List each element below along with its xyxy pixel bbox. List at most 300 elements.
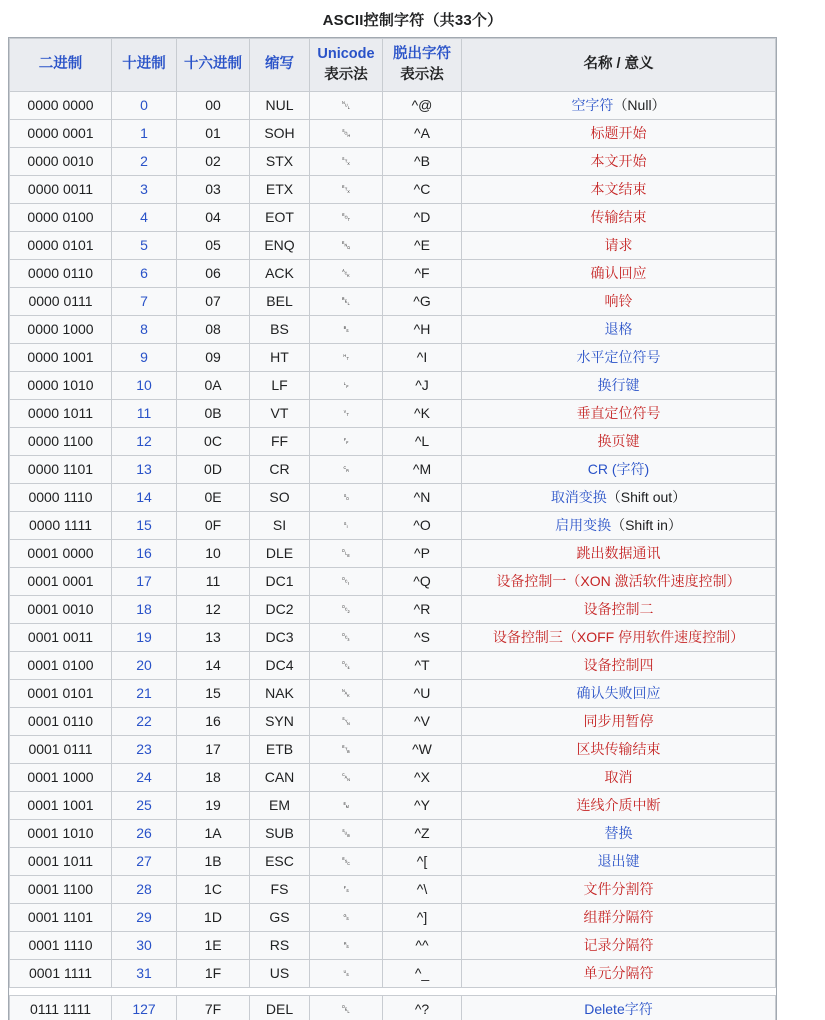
unicode-symbol-cell: ␔ — [310, 652, 383, 680]
name-cell — [462, 344, 776, 372]
decimal-cell — [112, 232, 177, 260]
table-row — [10, 708, 776, 736]
escape-notation-cell: ^@ — [383, 92, 462, 120]
name-suffix: （Null） — [613, 97, 666, 114]
binary-cell: 0000 1000 — [10, 316, 112, 344]
table-row — [10, 764, 776, 792]
table-row — [10, 204, 776, 232]
decimal-cell — [112, 708, 177, 736]
hex-cell: 0D — [177, 456, 250, 484]
abbr-cell: DC3 — [250, 624, 310, 652]
unicode-symbol-cell: ␡ — [310, 996, 383, 1020]
escape-notation-cell: ^] — [383, 904, 462, 932]
table-row — [10, 512, 776, 540]
hex-cell: 0C — [177, 428, 250, 456]
name-link[interactable]: 组群分隔符 — [583, 909, 654, 926]
binary-cell: 0001 1001 — [10, 792, 112, 820]
decimal-cell — [112, 260, 177, 288]
name-cell — [462, 624, 776, 652]
binary-cell: 0000 0111 — [10, 288, 112, 316]
name-cell — [462, 820, 776, 848]
name-link[interactable]: 取消变换 — [550, 489, 607, 506]
decimal-cell — [112, 932, 177, 960]
decimal-link[interactable]: 2 — [140, 153, 148, 170]
decimal-link[interactable]: 21 — [136, 685, 152, 702]
name-cell — [462, 932, 776, 960]
name-cell — [462, 92, 776, 120]
decimal-cell — [112, 428, 177, 456]
name-cell — [462, 568, 776, 596]
table-row — [10, 288, 776, 316]
unicode-symbol-cell: ␚ — [310, 820, 383, 848]
binary-cell: 0001 0111 — [10, 736, 112, 764]
name-cell — [462, 372, 776, 400]
decimal-link[interactable]: 27 — [136, 853, 152, 870]
decimal-cell — [112, 92, 177, 120]
decimal-cell — [112, 512, 177, 540]
decimal-link[interactable]: 9 — [140, 349, 148, 366]
section-gap — [10, 988, 776, 996]
table-row — [10, 484, 776, 512]
hex-cell: 0B — [177, 400, 250, 428]
name-link[interactable]: 区块传输结束 — [576, 741, 661, 758]
hex-cell: 05 — [177, 232, 250, 260]
escape-notation-cell: ^T — [383, 652, 462, 680]
table-row — [10, 996, 776, 1020]
name-link[interactable]: 空字符 — [571, 97, 614, 114]
name-link[interactable]: 换行键 — [597, 377, 640, 394]
decimal-link[interactable]: 12 — [136, 433, 152, 450]
binary-cell: 0000 1100 — [10, 428, 112, 456]
unicode-symbol-cell: ␜ — [310, 876, 383, 904]
decimal-cell — [112, 848, 177, 876]
unicode-symbol-cell: ␟ — [310, 960, 383, 988]
binary-cell: 0000 1101 — [10, 456, 112, 484]
name-cell — [462, 176, 776, 204]
header-row — [10, 39, 776, 92]
abbr-cell: BEL — [250, 288, 310, 316]
header-escape — [383, 39, 462, 92]
name-link[interactable]: 设备控制三（XOFF 停用软件速度控制） — [492, 629, 745, 646]
hex-cell: 06 — [177, 260, 250, 288]
decimal-link[interactable]: 7 — [140, 293, 148, 310]
escape-notation-cell: ^E — [383, 232, 462, 260]
escape-header-link[interactable]: 脱出字符 — [393, 45, 451, 62]
decimal-link[interactable]: 31 — [136, 965, 152, 982]
decimal-cell — [112, 204, 177, 232]
decimal-cell — [112, 568, 177, 596]
unicode-symbol-cell: ␂ — [310, 148, 383, 176]
unicode-symbol-cell: ␃ — [310, 176, 383, 204]
escape-notation-cell: ^Z — [383, 820, 462, 848]
decimal-cell — [112, 996, 177, 1020]
decimal-link[interactable]: 25 — [136, 797, 152, 814]
decimal-link[interactable]: 24 — [136, 769, 152, 786]
unicode-symbol-cell: ␉ — [310, 344, 383, 372]
name-suffix: （Shift in） — [611, 517, 682, 534]
binary-cell: 0001 1100 — [10, 876, 112, 904]
name-link[interactable]: 水平定位符号 — [576, 349, 661, 366]
decimal-cell — [112, 456, 177, 484]
name-cell — [462, 848, 776, 876]
decimal-link[interactable]: 23 — [136, 741, 152, 758]
name-cell — [462, 596, 776, 624]
decimal-link[interactable]: 14 — [136, 489, 152, 506]
name-cell — [462, 764, 776, 792]
binary-cell: 0000 0001 — [10, 120, 112, 148]
hex-cell: 08 — [177, 316, 250, 344]
name-link[interactable]: 本文开始 — [590, 153, 647, 170]
table-row — [10, 316, 776, 344]
unicode-symbol-cell: ␞ — [310, 932, 383, 960]
name-link[interactable]: CR (字符) — [587, 461, 650, 478]
unicode-symbol-cell: ␐ — [310, 540, 383, 568]
binary-cell: 0001 0110 — [10, 708, 112, 736]
decimal-link[interactable]: 13 — [136, 461, 152, 478]
hex-cell: 0E — [177, 484, 250, 512]
decimal-link[interactable]: 10 — [136, 377, 152, 394]
unicode-header-link[interactable]: Unicode — [317, 45, 375, 62]
hex-cell: 13 — [177, 624, 250, 652]
unicode-symbol-cell: ␆ — [310, 260, 383, 288]
table-row — [10, 932, 776, 960]
name-cell — [462, 316, 776, 344]
abbr-cell: EOT — [250, 204, 310, 232]
decimal-link[interactable]: 3 — [140, 181, 148, 198]
name-cell — [462, 652, 776, 680]
binary-cell: 0000 0010 — [10, 148, 112, 176]
decimal-cell — [112, 736, 177, 764]
decimal-cell — [112, 148, 177, 176]
name-link[interactable]: 单元分隔符 — [583, 965, 654, 982]
name-cell — [462, 904, 776, 932]
binary-cell: 0001 1011 — [10, 848, 112, 876]
decimal-cell — [112, 540, 177, 568]
decimal-link[interactable]: 5 — [140, 237, 148, 254]
decimal-link[interactable]: 0 — [140, 97, 148, 114]
binary-cell: 0000 1010 — [10, 372, 112, 400]
abbr-cell: CAN — [250, 764, 310, 792]
binary-cell: 0001 0001 — [10, 568, 112, 596]
decimal-cell — [112, 820, 177, 848]
name-link[interactable]: 同步用暂停 — [583, 713, 654, 730]
table-body — [10, 92, 776, 1020]
abbr-cell: FF — [250, 428, 310, 456]
name-cell — [462, 400, 776, 428]
binary-cell: 0001 1111 — [10, 960, 112, 988]
binary-cell: 0000 0000 — [10, 92, 112, 120]
name-link[interactable]: 本文结束 — [590, 181, 647, 198]
name-cell — [462, 960, 776, 988]
binary-cell: 0000 1011 — [10, 400, 112, 428]
escape-notation-cell: ^Y — [383, 792, 462, 820]
abbr-cell: SUB — [250, 820, 310, 848]
unicode-symbol-cell: ␎ — [310, 484, 383, 512]
hex-cell: 01 — [177, 120, 250, 148]
name-cell — [462, 148, 776, 176]
hex-cell: 1F — [177, 960, 250, 988]
hex-cell: 1D — [177, 904, 250, 932]
abbr-cell: ETB — [250, 736, 310, 764]
table-row — [10, 596, 776, 624]
abbr-cell: STX — [250, 148, 310, 176]
unicode-symbol-cell: ␇ — [310, 288, 383, 316]
decimal-cell — [112, 176, 177, 204]
binary-cell: 0001 1110 — [10, 932, 112, 960]
abbr-cell: RS — [250, 932, 310, 960]
name-cell — [462, 288, 776, 316]
name-cell — [462, 736, 776, 764]
name-link[interactable]: Delete字符 — [584, 1001, 653, 1018]
table-row — [10, 176, 776, 204]
binary-cell: 0000 0011 — [10, 176, 112, 204]
decimal-link[interactable]: 4 — [140, 209, 148, 226]
binary-cell: 0000 0100 — [10, 204, 112, 232]
escape-notation-cell: ^C — [383, 176, 462, 204]
decimal-cell — [112, 288, 177, 316]
name-link[interactable]: 响铃 — [604, 293, 633, 310]
name-link[interactable]: 标题开始 — [590, 125, 647, 142]
header-hex — [177, 39, 250, 92]
abbr-cell: HT — [250, 344, 310, 372]
abbr-cell: GS — [250, 904, 310, 932]
hex-header-link[interactable]: 十六进制 — [184, 56, 242, 73]
table-row — [10, 848, 776, 876]
table-row — [10, 652, 776, 680]
name-cell — [462, 484, 776, 512]
abbr-cell: DC1 — [250, 568, 310, 596]
binary-cell: 0000 1001 — [10, 344, 112, 372]
name-link[interactable]: 记录分隔符 — [583, 937, 654, 954]
hex-cell: 1E — [177, 932, 250, 960]
table-row — [10, 400, 776, 428]
table-row — [10, 372, 776, 400]
unicode-symbol-cell: ␏ — [310, 512, 383, 540]
name-link[interactable]: 设备控制四 — [583, 657, 654, 674]
name-link[interactable]: 连线介质中断 — [576, 797, 661, 814]
name-link[interactable]: 换页键 — [597, 433, 640, 450]
unicode-symbol-cell: ␈ — [310, 316, 383, 344]
abbr-cell: FS — [250, 876, 310, 904]
escape-notation-cell: ^F — [383, 260, 462, 288]
abbr-cell: US — [250, 960, 310, 988]
unicode-symbol-cell: ␝ — [310, 904, 383, 932]
header-name-meaning: 名称 / 意义 — [462, 39, 776, 92]
table-header — [10, 39, 776, 92]
decimal-link[interactable]: 16 — [136, 545, 152, 562]
table-row — [10, 904, 776, 932]
decimal-cell — [112, 680, 177, 708]
table-row — [10, 120, 776, 148]
decimal-link[interactable]: 20 — [136, 657, 152, 674]
decimal-link[interactable]: 1 — [140, 125, 148, 142]
binary-header-link[interactable]: 二进制 — [38, 56, 83, 73]
escape-notation-cell: ^L — [383, 428, 462, 456]
abbr-cell: SI — [250, 512, 310, 540]
name-link[interactable]: 请求 — [604, 237, 633, 254]
escape-notation-cell: ^P — [383, 540, 462, 568]
unicode-symbol-cell: ␘ — [310, 764, 383, 792]
hex-cell: 11 — [177, 568, 250, 596]
unicode-symbol-cell: ␄ — [310, 204, 383, 232]
name-cell — [462, 680, 776, 708]
abbr-cell: BS — [250, 316, 310, 344]
name-link[interactable]: 设备控制一（XON 激活软件速度控制） — [496, 573, 741, 590]
name-cell — [462, 512, 776, 540]
hex-cell: 10 — [177, 540, 250, 568]
escape-header-sub: 表示法 — [400, 67, 444, 83]
decimal-link[interactable]: 15 — [136, 517, 152, 534]
decimal-link[interactable]: 22 — [136, 713, 152, 730]
table-row — [10, 540, 776, 568]
escape-notation-cell: ^D — [383, 204, 462, 232]
abbr-cell: VT — [250, 400, 310, 428]
escape-notation-cell: ^Q — [383, 568, 462, 596]
escape-notation-cell: ^^ — [383, 932, 462, 960]
name-link[interactable]: 传输结束 — [590, 209, 647, 226]
header-unicode — [310, 39, 383, 92]
ascii-control-chars-table — [9, 38, 776, 1020]
decimal-cell — [112, 316, 177, 344]
table-row — [10, 456, 776, 484]
name-link[interactable]: 取消 — [604, 769, 633, 786]
escape-notation-cell: ^? — [383, 996, 462, 1020]
abbr-cell: EM — [250, 792, 310, 820]
binary-cell: 0000 0110 — [10, 260, 112, 288]
unicode-symbol-cell: ␍ — [310, 456, 383, 484]
escape-notation-cell: ^V — [383, 708, 462, 736]
decimal-link[interactable]: 29 — [136, 909, 152, 926]
abbr-cell: NUL — [250, 92, 310, 120]
name-link[interactable]: 文件分割符 — [583, 881, 654, 898]
escape-notation-cell: ^B — [383, 148, 462, 176]
decimal-cell — [112, 764, 177, 792]
escape-notation-cell: ^H — [383, 316, 462, 344]
unicode-symbol-cell: ␓ — [310, 624, 383, 652]
decimal-link[interactable]: 127 — [132, 1001, 156, 1018]
table-row — [10, 680, 776, 708]
escape-notation-cell: ^X — [383, 764, 462, 792]
escape-notation-cell: ^N — [383, 484, 462, 512]
name-cell — [462, 456, 776, 484]
unicode-symbol-cell: ␌ — [310, 428, 383, 456]
decimal-link[interactable]: 26 — [136, 825, 152, 842]
table-row — [10, 232, 776, 260]
name-link[interactable]: 启用变换 — [555, 517, 612, 534]
hex-cell: 0A — [177, 372, 250, 400]
binary-cell: 0001 0011 — [10, 624, 112, 652]
unicode-symbol-cell: ␙ — [310, 792, 383, 820]
escape-notation-cell: ^R — [383, 596, 462, 624]
unicode-symbol-cell: ␒ — [310, 596, 383, 624]
name-cell — [462, 708, 776, 736]
header-decimal — [112, 39, 177, 92]
unicode-symbol-cell: ␛ — [310, 848, 383, 876]
binary-cell: 0001 1000 — [10, 764, 112, 792]
binary-cell: 0001 0101 — [10, 680, 112, 708]
decimal-cell — [112, 960, 177, 988]
hex-cell: 04 — [177, 204, 250, 232]
decimal-cell — [112, 344, 177, 372]
decimal-link[interactable]: 19 — [136, 629, 152, 646]
header-binary — [10, 39, 112, 92]
unicode-header-sub: 表示法 — [324, 67, 368, 83]
escape-notation-cell: ^I — [383, 344, 462, 372]
decimal-cell — [112, 792, 177, 820]
name-link[interactable]: 跳出数据通讯 — [576, 545, 661, 562]
hex-cell: 18 — [177, 764, 250, 792]
escape-notation-cell: ^S — [383, 624, 462, 652]
decimal-link[interactable]: 30 — [136, 937, 152, 954]
name-link[interactable]: 确认失败回应 — [576, 685, 661, 702]
name-link[interactable]: 垂直定位符号 — [576, 405, 661, 422]
binary-cell: 0000 1110 — [10, 484, 112, 512]
binary-cell: 0001 1010 — [10, 820, 112, 848]
abbr-header-link[interactable]: 缩写 — [265, 56, 294, 73]
decimal-cell — [112, 596, 177, 624]
hex-cell: 19 — [177, 792, 250, 820]
table-row — [10, 736, 776, 764]
name-cell — [462, 260, 776, 288]
binary-cell: 0000 0101 — [10, 232, 112, 260]
table-title: ASCII控制字符（共33个） — [322, 12, 503, 29]
table-row — [10, 820, 776, 848]
abbr-cell: LF — [250, 372, 310, 400]
name-link[interactable]: 退格 — [604, 321, 633, 338]
abbr-cell: DC2 — [250, 596, 310, 624]
hex-cell: 0F — [177, 512, 250, 540]
binary-cell: 0001 0010 — [10, 596, 112, 624]
hex-cell: 15 — [177, 680, 250, 708]
escape-notation-cell: ^K — [383, 400, 462, 428]
table-row — [10, 624, 776, 652]
name-cell — [462, 792, 776, 820]
table-row — [10, 92, 776, 120]
hex-cell: 07 — [177, 288, 250, 316]
table-row — [10, 960, 776, 988]
unicode-symbol-cell: ␊ — [310, 372, 383, 400]
name-link[interactable]: 替换 — [604, 825, 633, 842]
unicode-symbol-cell: ␗ — [310, 736, 383, 764]
escape-notation-cell: ^O — [383, 512, 462, 540]
abbr-cell: SO — [250, 484, 310, 512]
decimal-header-link[interactable]: 十进制 — [122, 56, 166, 73]
decimal-link[interactable]: 6 — [140, 265, 148, 282]
binary-cell: 0000 1111 — [10, 512, 112, 540]
decimal-link[interactable]: 17 — [136, 573, 152, 590]
escape-notation-cell: ^G — [383, 288, 462, 316]
hex-cell: 09 — [177, 344, 250, 372]
name-link[interactable]: 确认回应 — [590, 265, 647, 282]
unicode-symbol-cell: ␁ — [310, 120, 383, 148]
unicode-symbol-cell: ␖ — [310, 708, 383, 736]
abbr-cell: SYN — [250, 708, 310, 736]
decimal-link[interactable]: 18 — [136, 601, 152, 618]
table-row — [10, 428, 776, 456]
abbr-cell: NAK — [250, 680, 310, 708]
decimal-cell — [112, 400, 177, 428]
name-link[interactable]: 退出键 — [597, 853, 640, 870]
abbr-cell: ACK — [250, 260, 310, 288]
escape-notation-cell: ^M — [383, 456, 462, 484]
table-row — [10, 876, 776, 904]
name-cell — [462, 232, 776, 260]
decimal-link[interactable]: 8 — [140, 321, 148, 338]
decimal-link[interactable]: 11 — [136, 405, 152, 422]
name-link[interactable]: 设备控制二 — [583, 601, 654, 618]
table-row — [10, 792, 776, 820]
decimal-link[interactable]: 28 — [136, 881, 152, 898]
